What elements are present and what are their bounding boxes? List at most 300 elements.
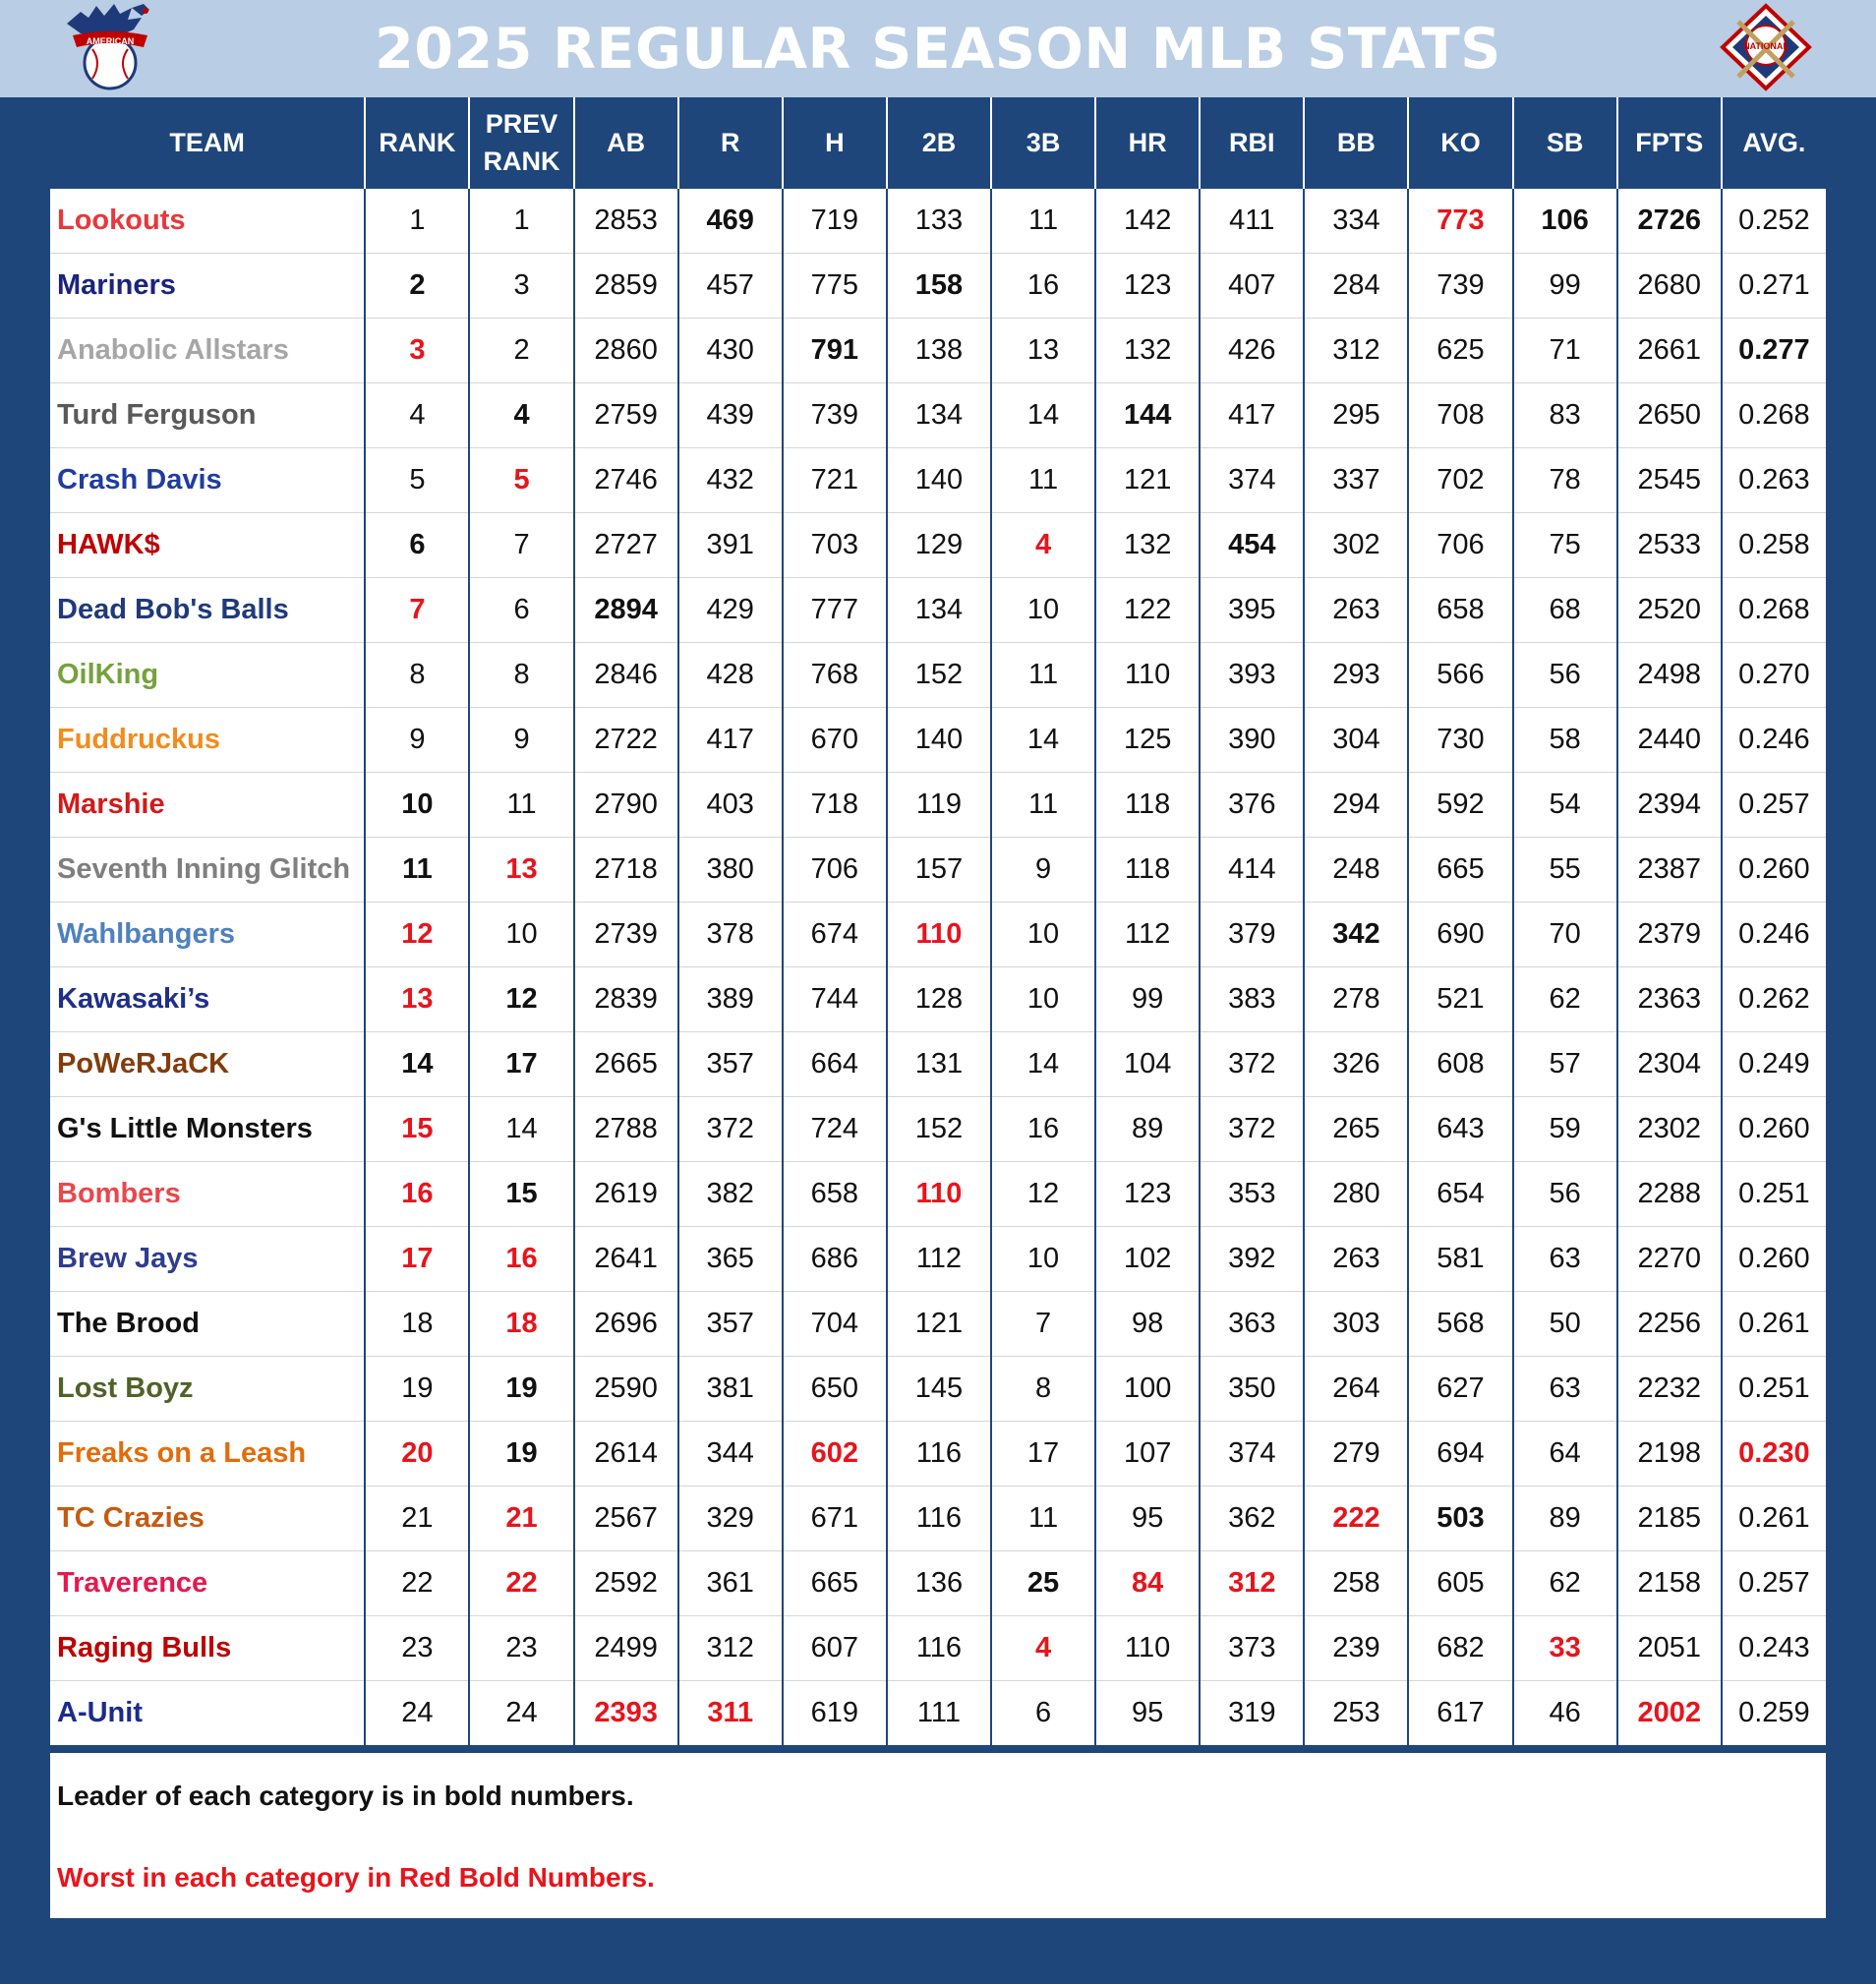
stat-cell-rank: 22 <box>365 1551 469 1616</box>
stat-cell-3b: 7 <box>991 1292 1095 1357</box>
stat-cell-2b: 157 <box>887 838 991 903</box>
stat-cell-rbi: 407 <box>1200 254 1304 319</box>
table-row <box>50 773 1826 838</box>
stat-cell-r: 417 <box>678 708 783 773</box>
stat-cell-fpts: 2288 <box>1617 1162 1722 1227</box>
stat-cell-3b: 12 <box>991 1162 1095 1227</box>
team-name-cell: Dead Bob's Balls <box>50 578 365 643</box>
stat-cell-avg: 0.259 <box>1722 1681 1826 1746</box>
stat-cell-2b: 116 <box>887 1422 991 1487</box>
team-name-cell: PoWeRJaCK <box>50 1032 365 1097</box>
table-row <box>50 383 1826 448</box>
stat-cell-rbi: 379 <box>1200 903 1304 967</box>
stat-cell-avg: 0.263 <box>1722 448 1826 513</box>
stat-cell-rbi: 350 <box>1200 1357 1304 1422</box>
stat-cell-r: 357 <box>678 1292 783 1357</box>
stat-cell-ko: 521 <box>1408 967 1512 1032</box>
stat-cell-r: 457 <box>678 254 783 319</box>
table-row <box>50 319 1826 383</box>
table-row <box>50 578 1826 643</box>
stat-cell-ab: 2788 <box>574 1097 678 1162</box>
stat-cell-r: 311 <box>678 1681 783 1746</box>
table-row <box>50 1551 1826 1616</box>
stat-cell-hr: 122 <box>1095 578 1200 643</box>
stat-cell-h: 791 <box>783 319 887 383</box>
national-league-logo-text: NATIONAL <box>1743 41 1788 51</box>
team-name-cell: Marshie <box>50 773 365 838</box>
stat-cell-hr: 123 <box>1095 254 1200 319</box>
stat-cell-r: 382 <box>678 1162 783 1227</box>
stat-cell-bb: 312 <box>1304 319 1408 383</box>
stat-cell-h: 721 <box>783 448 887 513</box>
stat-cell-h: 768 <box>783 643 887 708</box>
stat-cell-sb: 71 <box>1513 319 1617 383</box>
stat-cell-hr: 142 <box>1095 189 1200 254</box>
stat-cell-avg: 0.261 <box>1722 1487 1826 1551</box>
stat-cell-prev-rank: 18 <box>469 1292 573 1357</box>
stat-cell-3b: 10 <box>991 1227 1095 1292</box>
team-name-cell: Crash Davis <box>50 448 365 513</box>
stat-cell-ko: 617 <box>1408 1681 1512 1746</box>
team-name-cell: Turd Ferguson <box>50 383 365 448</box>
stat-cell-rank: 12 <box>365 903 469 967</box>
stat-cell-rbi: 376 <box>1200 773 1304 838</box>
stat-cell-avg: 0.246 <box>1722 708 1826 773</box>
stat-cell-ko: 605 <box>1408 1551 1512 1616</box>
header-avg: AVG. <box>1722 97 1826 189</box>
stat-cell-fpts: 2387 <box>1617 838 1722 903</box>
stat-cell-sb: 57 <box>1513 1032 1617 1097</box>
stat-cell-avg: 0.246 <box>1722 903 1826 967</box>
stat-cell-ab: 2614 <box>574 1422 678 1487</box>
stat-cell-rbi: 374 <box>1200 1422 1304 1487</box>
stat-cell-rank: 7 <box>365 578 469 643</box>
stat-cell-sb: 106 <box>1513 189 1617 254</box>
stat-cell-ko: 690 <box>1408 903 1512 967</box>
stat-cell-rbi: 312 <box>1200 1551 1304 1616</box>
table-row <box>50 1422 1826 1487</box>
stat-cell-rank: 8 <box>365 643 469 708</box>
stat-cell-rank: 19 <box>365 1357 469 1422</box>
stat-cell-h: 718 <box>783 773 887 838</box>
stat-cell-ab: 2722 <box>574 708 678 773</box>
table-row <box>50 643 1826 708</box>
stat-cell-prev-rank: 19 <box>469 1357 573 1422</box>
stat-cell-hr: 89 <box>1095 1097 1200 1162</box>
header-sb: SB <box>1513 97 1617 189</box>
team-name-cell: Raging Bulls <box>50 1616 365 1681</box>
stat-cell-sb: 59 <box>1513 1097 1617 1162</box>
stat-cell-rank: 3 <box>365 319 469 383</box>
stat-cell-3b: 10 <box>991 903 1095 967</box>
stat-cell-r: 380 <box>678 838 783 903</box>
table-row <box>50 1487 1826 1551</box>
table-row <box>50 708 1826 773</box>
stat-cell-2b: 158 <box>887 254 991 319</box>
page-title: 2025 REGULAR SEASON MLB STATS <box>375 16 1501 82</box>
stat-cell-h: 719 <box>783 189 887 254</box>
team-name-cell: OilKing <box>50 643 365 708</box>
stat-cell-prev-rank: 7 <box>469 513 573 578</box>
stat-cell-fpts: 2650 <box>1617 383 1722 448</box>
header-hr: HR <box>1095 97 1200 189</box>
table-row <box>50 1681 1826 1746</box>
header-prev-rank-line2: RANK <box>483 146 560 176</box>
stat-cell-2b: 110 <box>887 1162 991 1227</box>
table-row <box>50 967 1826 1032</box>
table-row <box>50 1292 1826 1357</box>
stat-cell-ab: 2727 <box>574 513 678 578</box>
stat-cell-ko: 702 <box>1408 448 1512 513</box>
table-row <box>50 1162 1826 1227</box>
stat-cell-sb: 64 <box>1513 1422 1617 1487</box>
stat-cell-h: 686 <box>783 1227 887 1292</box>
stat-cell-h: 704 <box>783 1292 887 1357</box>
stat-cell-rbi: 373 <box>1200 1616 1304 1681</box>
stat-cell-hr: 107 <box>1095 1422 1200 1487</box>
stat-cell-rank: 6 <box>365 513 469 578</box>
stat-cell-3b: 4 <box>991 513 1095 578</box>
stat-cell-rbi: 372 <box>1200 1097 1304 1162</box>
stat-cell-fpts: 2520 <box>1617 578 1722 643</box>
stat-cell-prev-rank: 12 <box>469 967 573 1032</box>
table-row <box>50 1227 1826 1292</box>
stat-cell-2b: 152 <box>887 643 991 708</box>
stat-cell-hr: 95 <box>1095 1487 1200 1551</box>
stat-cell-rbi: 395 <box>1200 578 1304 643</box>
stat-cell-h: 670 <box>783 708 887 773</box>
stat-cell-rank: 2 <box>365 254 469 319</box>
stat-cell-fpts: 2232 <box>1617 1357 1722 1422</box>
stat-cell-3b: 14 <box>991 383 1095 448</box>
stat-cell-ko: 682 <box>1408 1616 1512 1681</box>
stat-cell-hr: 132 <box>1095 513 1200 578</box>
stat-cell-2b: 111 <box>887 1681 991 1746</box>
stat-cell-bb: 326 <box>1304 1032 1408 1097</box>
stat-cell-rbi: 319 <box>1200 1681 1304 1746</box>
stat-cell-fpts: 2726 <box>1617 189 1722 254</box>
stat-cell-ko: 706 <box>1408 513 1512 578</box>
table-row <box>50 448 1826 513</box>
stat-cell-rbi: 426 <box>1200 319 1304 383</box>
stat-cell-prev-rank: 22 <box>469 1551 573 1616</box>
stat-cell-bb: 239 <box>1304 1616 1408 1681</box>
stat-cell-prev-rank: 5 <box>469 448 573 513</box>
header-3b: 3B <box>991 97 1095 189</box>
stat-cell-rank: 4 <box>365 383 469 448</box>
stat-cell-2b: 131 <box>887 1032 991 1097</box>
title-bar <box>0 0 1876 97</box>
stat-cell-sb: 62 <box>1513 967 1617 1032</box>
stats-table <box>50 97 1826 1745</box>
stat-cell-ko: 581 <box>1408 1227 1512 1292</box>
stat-cell-bb: 278 <box>1304 967 1408 1032</box>
stat-cell-r: 403 <box>678 773 783 838</box>
table-row <box>50 1032 1826 1097</box>
stat-cell-rbi: 372 <box>1200 1032 1304 1097</box>
stat-cell-rank: 14 <box>365 1032 469 1097</box>
stat-cell-3b: 11 <box>991 1487 1095 1551</box>
stat-cell-sb: 46 <box>1513 1681 1617 1746</box>
stat-cell-r: 361 <box>678 1551 783 1616</box>
stat-cell-hr: 84 <box>1095 1551 1200 1616</box>
table-header-row <box>50 97 1826 189</box>
team-name-cell: Traverence <box>50 1551 365 1616</box>
stat-cell-prev-rank: 23 <box>469 1616 573 1681</box>
american-league-logo-icon <box>59 2 157 96</box>
stat-cell-avg: 0.260 <box>1722 1097 1826 1162</box>
stat-cell-ab: 2567 <box>574 1487 678 1551</box>
stat-cell-sb: 99 <box>1513 254 1617 319</box>
stat-cell-prev-rank: 6 <box>469 578 573 643</box>
stat-cell-rbi: 374 <box>1200 448 1304 513</box>
stat-cell-fpts: 2051 <box>1617 1616 1722 1681</box>
stat-cell-bb: 342 <box>1304 903 1408 967</box>
stat-cell-rbi: 390 <box>1200 708 1304 773</box>
stat-cell-hr: 144 <box>1095 383 1200 448</box>
stat-cell-prev-rank: 8 <box>469 643 573 708</box>
stat-cell-3b: 14 <box>991 708 1095 773</box>
header-r: R <box>678 97 783 189</box>
stat-cell-hr: 110 <box>1095 643 1200 708</box>
stat-cell-ko: 627 <box>1408 1357 1512 1422</box>
stats-table-container <box>50 97 1826 1745</box>
stat-cell-2b: 121 <box>887 1292 991 1357</box>
stat-cell-fpts: 2002 <box>1617 1681 1722 1746</box>
stat-cell-avg: 0.257 <box>1722 1551 1826 1616</box>
stat-cell-ab: 2746 <box>574 448 678 513</box>
stat-cell-hr: 104 <box>1095 1032 1200 1097</box>
stat-cell-ab: 2739 <box>574 903 678 967</box>
stat-cell-rank: 5 <box>365 448 469 513</box>
header-prev-rank <box>469 97 573 189</box>
stat-cell-2b: 110 <box>887 903 991 967</box>
team-name-cell: Seventh Inning Glitch <box>50 838 365 903</box>
header-2b: 2B <box>887 97 991 189</box>
header-ko: KO <box>1408 97 1512 189</box>
stat-cell-fpts: 2680 <box>1617 254 1722 319</box>
table-row <box>50 254 1826 319</box>
stat-cell-rank: 18 <box>365 1292 469 1357</box>
header-prev-rank-line1: PREV <box>485 108 558 139</box>
stat-cell-rank: 1 <box>365 189 469 254</box>
stat-cell-fpts: 2661 <box>1617 319 1722 383</box>
stat-cell-h: 674 <box>783 903 887 967</box>
stat-cell-bb: 295 <box>1304 383 1408 448</box>
team-name-cell: G's Little Monsters <box>50 1097 365 1162</box>
stat-cell-prev-rank: 11 <box>469 773 573 838</box>
stat-cell-rbi: 414 <box>1200 838 1304 903</box>
note-leader-bold: Leader of each category is in bold numbers. <box>57 1780 634 1811</box>
stat-cell-bb: 294 <box>1304 773 1408 838</box>
stat-cell-ko: 503 <box>1408 1487 1512 1551</box>
stat-cell-r: 439 <box>678 383 783 448</box>
team-name-cell: Brew Jays <box>50 1227 365 1292</box>
stat-cell-bb: 302 <box>1304 513 1408 578</box>
team-name-cell: Kawasaki’s <box>50 967 365 1032</box>
stat-cell-fpts: 2302 <box>1617 1097 1722 1162</box>
team-name-cell: HAWK$ <box>50 513 365 578</box>
stat-cell-bb: 265 <box>1304 1097 1408 1162</box>
stat-cell-r: 381 <box>678 1357 783 1422</box>
stat-cell-sb: 83 <box>1513 383 1617 448</box>
team-name-cell: Bombers <box>50 1162 365 1227</box>
stat-cell-sb: 56 <box>1513 1162 1617 1227</box>
stat-cell-r: 428 <box>678 643 783 708</box>
stat-cell-ab: 2696 <box>574 1292 678 1357</box>
stat-cell-fpts: 2158 <box>1617 1551 1722 1616</box>
stat-cell-r: 429 <box>678 578 783 643</box>
stat-cell-hr: 99 <box>1095 967 1200 1032</box>
stat-cell-bb: 337 <box>1304 448 1408 513</box>
table-row <box>50 1616 1826 1681</box>
team-name-cell: TC Crazies <box>50 1487 365 1551</box>
stat-cell-bb: 263 <box>1304 1227 1408 1292</box>
stat-cell-3b: 14 <box>991 1032 1095 1097</box>
stat-cell-sb: 70 <box>1513 903 1617 967</box>
stat-cell-3b: 11 <box>991 643 1095 708</box>
stat-cell-r: 378 <box>678 903 783 967</box>
stat-cell-avg: 0.251 <box>1722 1162 1826 1227</box>
header-rbi: RBI <box>1200 97 1304 189</box>
stat-cell-prev-rank: 19 <box>469 1422 573 1487</box>
stat-cell-fpts: 2256 <box>1617 1292 1722 1357</box>
stat-cell-sb: 55 <box>1513 838 1617 903</box>
stat-cell-ab: 2393 <box>574 1681 678 1746</box>
stat-cell-hr: 118 <box>1095 773 1200 838</box>
team-name-cell: Mariners <box>50 254 365 319</box>
stat-cell-h: 607 <box>783 1616 887 1681</box>
stat-cell-avg: 0.260 <box>1722 1227 1826 1292</box>
stat-cell-bb: 334 <box>1304 189 1408 254</box>
header-bb: BB <box>1304 97 1408 189</box>
stat-cell-prev-rank: 15 <box>469 1162 573 1227</box>
stat-cell-sb: 33 <box>1513 1616 1617 1681</box>
stat-cell-avg: 0.268 <box>1722 578 1826 643</box>
stat-cell-3b: 25 <box>991 1551 1095 1616</box>
stat-cell-r: 365 <box>678 1227 783 1292</box>
header-h: H <box>783 97 887 189</box>
stat-cell-2b: 133 <box>887 189 991 254</box>
stat-cell-h: 739 <box>783 383 887 448</box>
team-name-cell: The Brood <box>50 1292 365 1357</box>
stat-cell-h: 665 <box>783 1551 887 1616</box>
stat-cell-hr: 110 <box>1095 1616 1200 1681</box>
stat-cell-rank: 16 <box>365 1162 469 1227</box>
stat-cell-bb: 222 <box>1304 1487 1408 1551</box>
stat-cell-fpts: 2304 <box>1617 1032 1722 1097</box>
stat-cell-avg: 0.270 <box>1722 643 1826 708</box>
header-rank: RANK <box>365 97 469 189</box>
stat-cell-3b: 10 <box>991 967 1095 1032</box>
stat-cell-rank: 20 <box>365 1422 469 1487</box>
stat-cell-2b: 128 <box>887 967 991 1032</box>
stat-cell-2b: 138 <box>887 319 991 383</box>
stat-cell-fpts: 2198 <box>1617 1422 1722 1487</box>
stat-cell-ab: 2718 <box>574 838 678 903</box>
stat-cell-fpts: 2363 <box>1617 967 1722 1032</box>
stat-cell-fpts: 2379 <box>1617 903 1722 967</box>
stat-cell-rank: 15 <box>365 1097 469 1162</box>
stat-cell-ab: 2846 <box>574 643 678 708</box>
stat-cell-rbi: 454 <box>1200 513 1304 578</box>
stat-cell-sb: 56 <box>1513 643 1617 708</box>
stat-cell-r: 344 <box>678 1422 783 1487</box>
stat-cell-hr: 102 <box>1095 1227 1200 1292</box>
stat-cell-sb: 58 <box>1513 708 1617 773</box>
table-row <box>50 903 1826 967</box>
stat-cell-r: 430 <box>678 319 783 383</box>
stat-cell-ko: 568 <box>1408 1292 1512 1357</box>
stat-cell-sb: 63 <box>1513 1357 1617 1422</box>
stat-cell-rank: 11 <box>365 838 469 903</box>
stat-cell-sb: 75 <box>1513 513 1617 578</box>
team-name-cell: Freaks on a Leash <box>50 1422 365 1487</box>
stat-cell-hr: 112 <box>1095 903 1200 967</box>
stat-cell-rbi: 393 <box>1200 643 1304 708</box>
stat-cell-2b: 140 <box>887 708 991 773</box>
stat-cell-sb: 54 <box>1513 773 1617 838</box>
stat-cell-r: 389 <box>678 967 783 1032</box>
stat-cell-avg: 0.271 <box>1722 254 1826 319</box>
stat-cell-h: 671 <box>783 1487 887 1551</box>
stat-cell-prev-rank: 9 <box>469 708 573 773</box>
stat-cell-3b: 17 <box>991 1422 1095 1487</box>
stat-cell-fpts: 2440 <box>1617 708 1722 773</box>
stat-cell-prev-rank: 3 <box>469 254 573 319</box>
stat-cell-ab: 2619 <box>574 1162 678 1227</box>
stat-cell-ko: 708 <box>1408 383 1512 448</box>
stat-cell-ab: 2839 <box>574 967 678 1032</box>
stat-cell-h: 775 <box>783 254 887 319</box>
table-row <box>50 1097 1826 1162</box>
stat-cell-ab: 2853 <box>574 189 678 254</box>
stat-cell-prev-rank: 16 <box>469 1227 573 1292</box>
stat-cell-ko: 730 <box>1408 708 1512 773</box>
stat-cell-h: 664 <box>783 1032 887 1097</box>
stat-cell-ko: 592 <box>1408 773 1512 838</box>
stat-cell-avg: 0.258 <box>1722 513 1826 578</box>
legend-notes <box>50 1753 1826 1918</box>
stat-cell-bb: 264 <box>1304 1357 1408 1422</box>
national-league-logo-icon <box>1717 2 1815 96</box>
stat-cell-rank: 10 <box>365 773 469 838</box>
stat-cell-ab: 2499 <box>574 1616 678 1681</box>
american-league-logo-text: AMERICAN <box>86 36 135 46</box>
stat-cell-ko: 773 <box>1408 189 1512 254</box>
team-name-cell: Anabolic Allstars <box>50 319 365 383</box>
stat-cell-rbi: 392 <box>1200 1227 1304 1292</box>
header-ab: AB <box>574 97 678 189</box>
stat-cell-fpts: 2394 <box>1617 773 1722 838</box>
stat-cell-bb: 280 <box>1304 1162 1408 1227</box>
stat-cell-h: 619 <box>783 1681 887 1746</box>
stat-cell-sb: 89 <box>1513 1487 1617 1551</box>
stat-cell-h: 658 <box>783 1162 887 1227</box>
stat-cell-hr: 118 <box>1095 838 1200 903</box>
stat-cell-bb: 304 <box>1304 708 1408 773</box>
stat-cell-h: 777 <box>783 578 887 643</box>
stat-cell-r: 391 <box>678 513 783 578</box>
stat-cell-ko: 654 <box>1408 1162 1512 1227</box>
stat-cell-avg: 0.261 <box>1722 1292 1826 1357</box>
stat-cell-ko: 643 <box>1408 1097 1512 1162</box>
team-name-cell: Fuddruckus <box>50 708 365 773</box>
stat-cell-h: 724 <box>783 1097 887 1162</box>
stat-cell-h: 703 <box>783 513 887 578</box>
stat-cell-r: 372 <box>678 1097 783 1162</box>
stat-cell-r: 469 <box>678 189 783 254</box>
